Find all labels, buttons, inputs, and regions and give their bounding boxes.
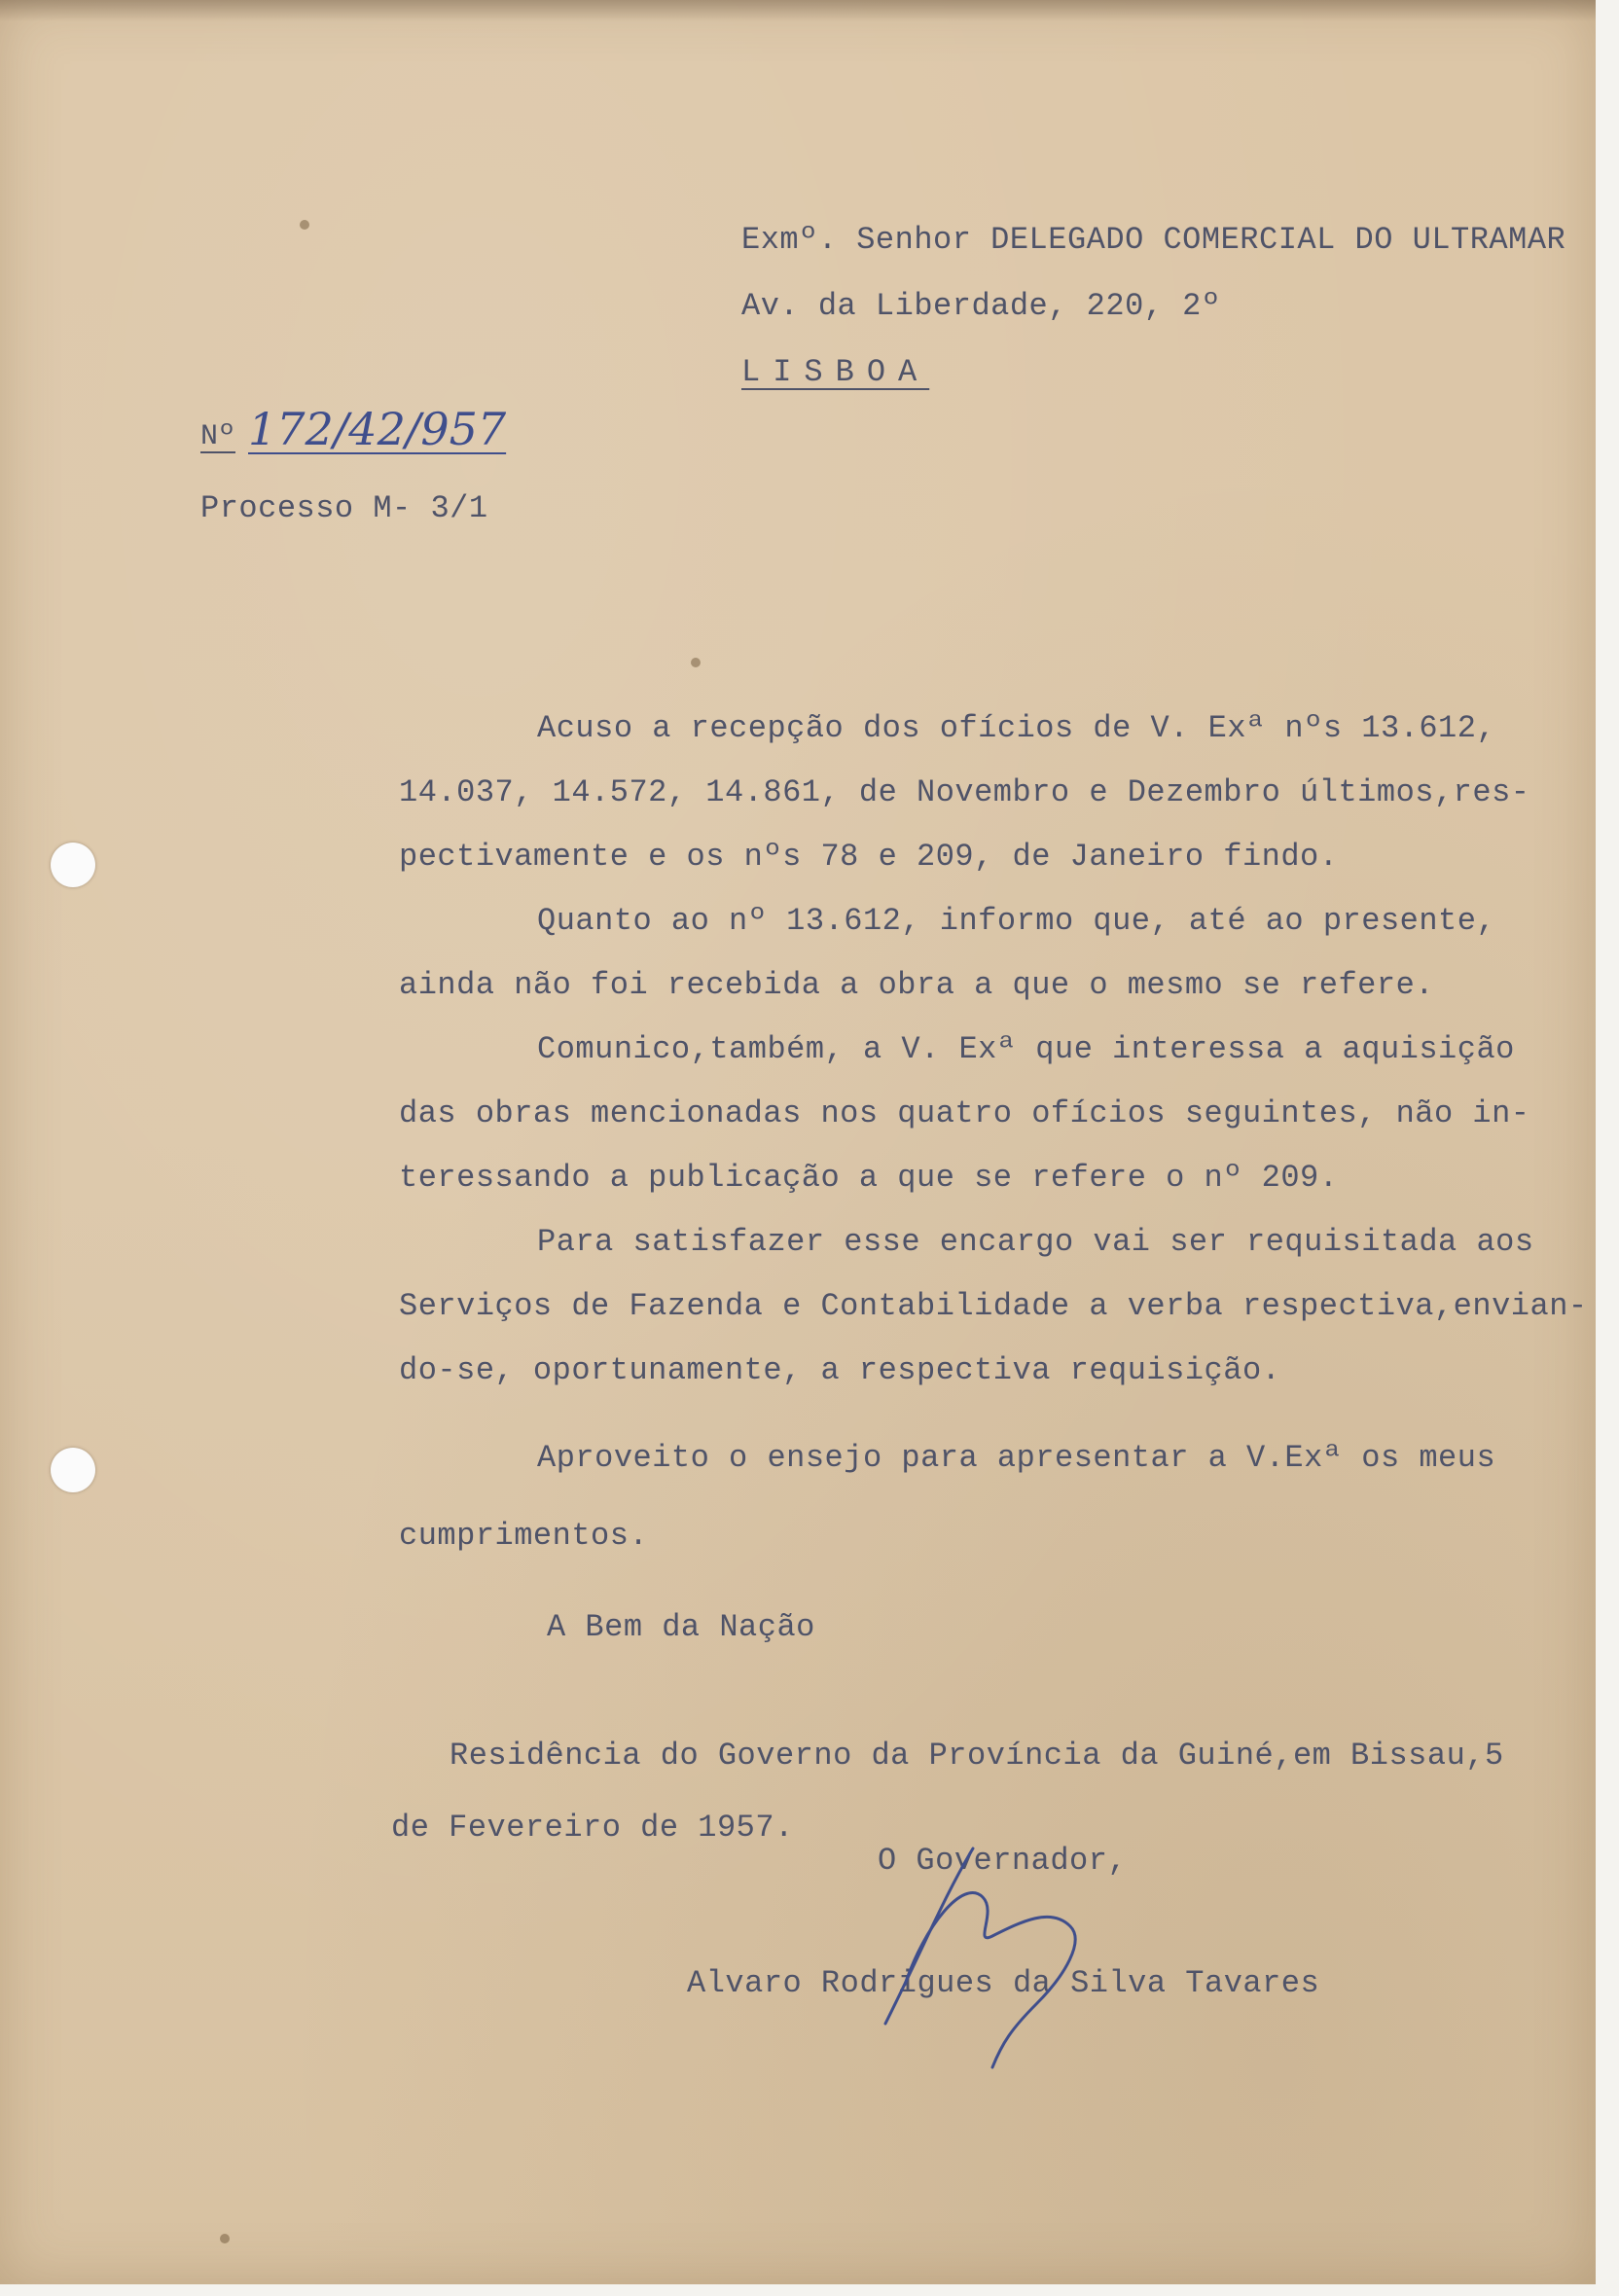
recipient-line-2: Av. da Liberdade, 220, 2º [741, 288, 1221, 324]
scan-margin-bottom [0, 2284, 1619, 2296]
body-line-3: pectivamente e os nºs 78 e 209, de Janeiro findo. [399, 839, 1339, 875]
handwritten-signature [866, 1839, 1138, 2072]
body-line-11: do-se, oportunamente, a respectiva requisição. [399, 1352, 1281, 1388]
body-line-12: Aproveito o ensejo para apresentar a V.Exª os meus [537, 1440, 1496, 1476]
body-line-2: 14.037, 14.572, 14.861, de Novembro e Dezembro últimos,res- [399, 774, 1530, 810]
body-line-5: ainda não foi recebida a obra a que o mesmo se refere. [399, 967, 1434, 1003]
paper-speck [220, 2234, 230, 2243]
binder-hole-bottom [51, 1448, 95, 1492]
paper-speck [300, 220, 309, 230]
scan-margin-right [1596, 0, 1619, 2296]
processo-number: Processo M- 3/1 [200, 490, 488, 526]
signer-title: O Governador, [878, 1843, 1128, 1879]
reference-number-handwritten: 172/42/957 [248, 403, 507, 455]
body-line-8: teressando a publicação a que se refere o nº 209. [399, 1160, 1339, 1196]
reference-prefix: Nº [200, 420, 236, 453]
closing-place-line-1: Residência do Governo da Província da Guiné,em Bissau,5 [450, 1738, 1504, 1774]
recipient-city: LISBOA [741, 354, 930, 390]
top-fold-shadow [0, 0, 1596, 21]
body-line-7: das obras mencionadas nos quatro ofícios seguintes, não in- [399, 1095, 1530, 1131]
paper-speck [691, 658, 701, 667]
closing-place-line-2: de Fevereiro de 1957. [391, 1810, 794, 1846]
body-line-1: Acuso a recepção dos ofícios de V. Exª nºs 13.612, [537, 710, 1496, 746]
body-line-6: Comunico,também, a V. Exª que interessa a aquisição [537, 1031, 1515, 1067]
body-line-9: Para satisfazer esse encargo vai ser requisitada aos [537, 1224, 1534, 1260]
binder-hole-top [51, 843, 95, 887]
signer-name: Alvaro Rodrigues da Silva Tavares [687, 1965, 1320, 2001]
recipient-line-1: Exmº. Senhor DELEGADO COMERCIAL DO ULTRAMAR [741, 222, 1566, 258]
body-line-4: Quanto ao nº 13.612, informo que, até ao presente, [537, 903, 1496, 939]
body-line-13: cumprimentos. [399, 1518, 649, 1554]
body-line-10: Serviços de Fazenda e Contabilidade a verba respectiva,envian- [399, 1288, 1588, 1324]
closing-salutation: A Bem da Nação [547, 1609, 815, 1645]
